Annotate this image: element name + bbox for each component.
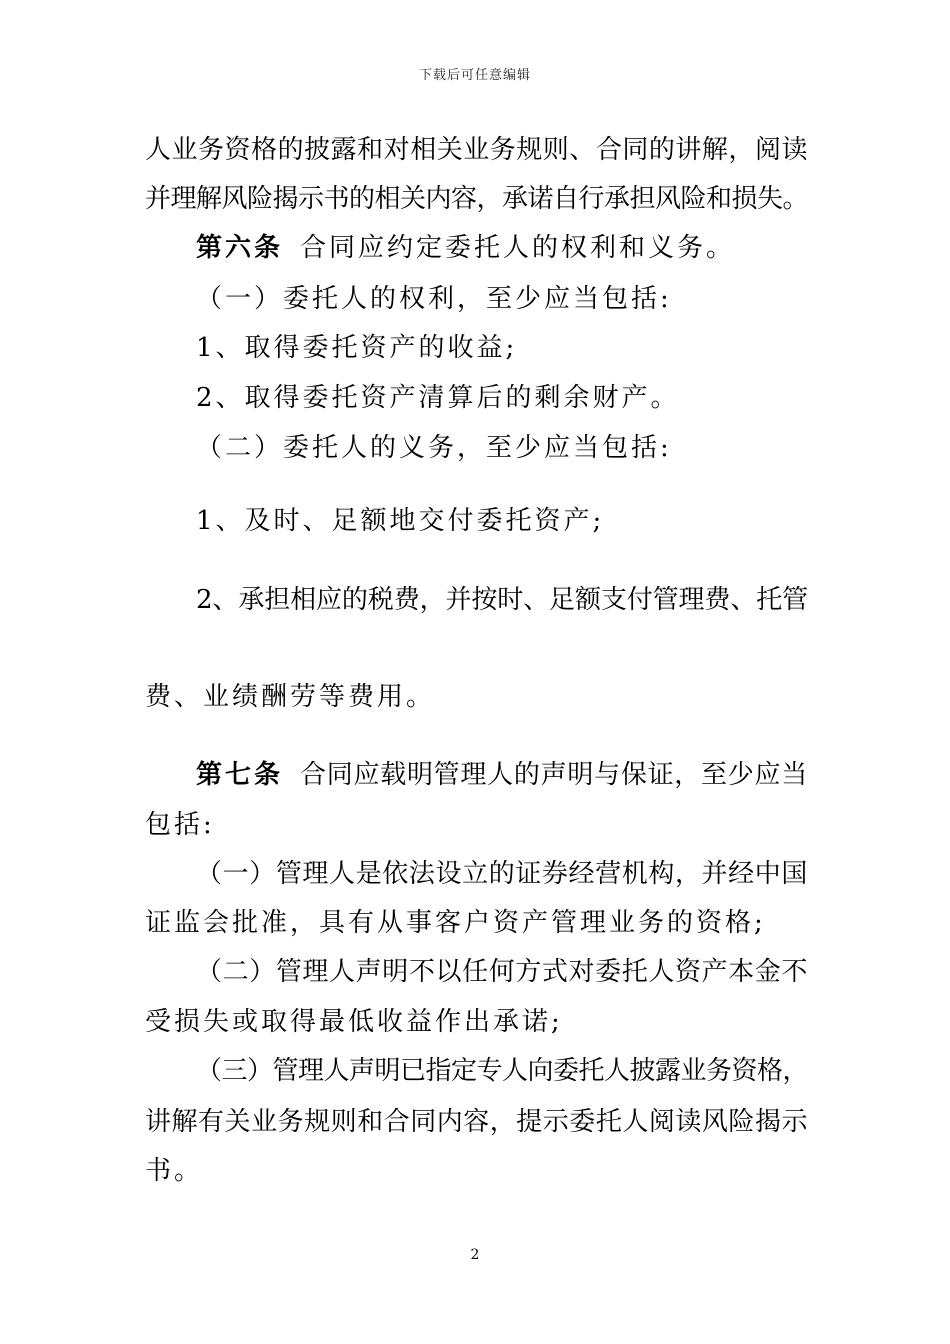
article-six-title: 第六条 — [196, 233, 284, 263]
body-text: 包括: — [145, 810, 215, 840]
body-text: 书。 — [145, 1156, 204, 1186]
body-text: （一）管理人是依法设立的证券经营机构，并经中国 — [196, 859, 808, 889]
body-text: 讲解有关业务规则和合同内容，提示委托人阅读风险揭示 — [145, 1107, 808, 1137]
article-six-text: 合同应约定委托人的权利和义务。 — [300, 233, 736, 263]
body-text: 证监会批准，具有从事客户资产管理业务的资格; — [145, 908, 766, 938]
article-seven-text: 合同应载明管理人的声明与保证，至少应当 — [300, 760, 808, 790]
body-text: 2、承担相应的税费，并按时、足额支付管理费、托管 — [196, 585, 808, 615]
body-text: （二）管理人声明不以任何方式对委托人资产本金不 — [196, 957, 808, 987]
body-text: （二）委托人的义务，至少应当包括: — [196, 433, 672, 463]
body-text: （一）委托人的权利，至少应当包括: — [196, 284, 672, 314]
body-text: 2、取得委托资产清算后的剩余财产。 — [196, 383, 680, 413]
page-number: 2 — [470, 1247, 480, 1263]
body-text: 人业务资格的披露和对相关业务规则、合同的讲解，阅读 — [145, 135, 808, 165]
body-text: （三）管理人声明已指定专人向委托人披露业务资格， — [196, 1056, 808, 1086]
header-note: 下载后可任意编辑 — [418, 68, 531, 83]
article-seven-title: 第七条 — [196, 760, 284, 790]
body-text: 1、及时、足额地交付委托资产; — [196, 506, 605, 536]
body-text: 受损失或取得最低收益作出承诺; — [145, 1007, 563, 1037]
body-text: 并理解风险揭示书的相关内容，承诺自行承担风险和损失。 — [145, 184, 808, 214]
body-text: 1、取得委托资产的收益; — [196, 333, 518, 363]
body-text: 费、业绩酬劳等费用。 — [145, 682, 436, 712]
